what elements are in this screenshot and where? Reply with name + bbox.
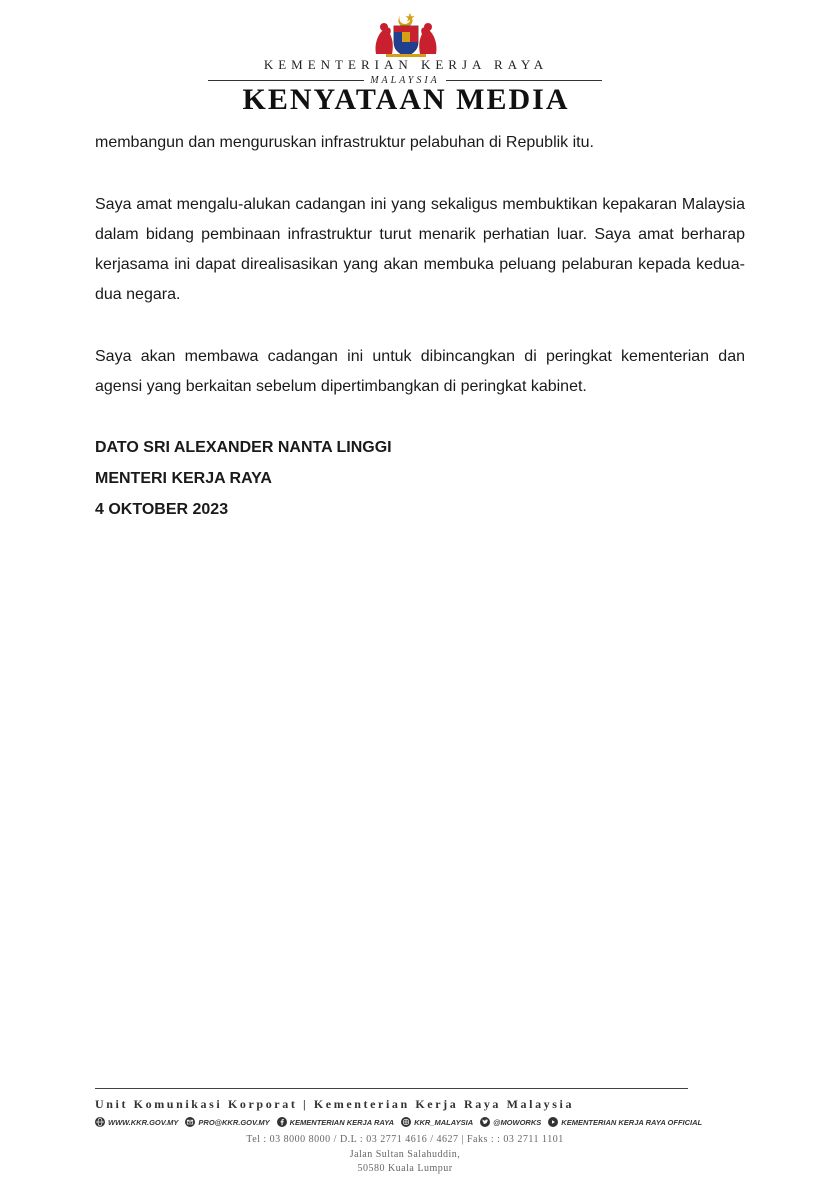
globe-icon <box>95 1117 105 1127</box>
instagram-icon <box>401 1117 411 1127</box>
social-links <box>95 1117 715 1127</box>
social-label: @MOWORKS <box>493 1117 542 1127</box>
social-website[interactable] <box>95 1117 178 1127</box>
social-label: WWW.KKR.GOV.MY <box>108 1117 179 1127</box>
ministry-name: KEMENTERIAN KERJA RAYA <box>263 57 549 72</box>
letterhead <box>0 0 836 125</box>
footer-contact: Tel : 03 8000 8000 / D.L : 03 2771 4616 / 4627 | Faks : : 03 2711 1101 <box>246 1134 564 1145</box>
social-youtube[interactable] <box>548 1117 702 1127</box>
statement-date: 4 OKTOBER 2023 <box>95 501 229 518</box>
social-label: KEMENTERIAN KERJA RAYA OFFICIAL <box>561 1117 703 1127</box>
document-title: KENYATAAN MEDIA <box>242 83 570 116</box>
youtube-icon <box>548 1117 558 1127</box>
social-label: PRO@KKR.GOV.MY <box>198 1117 270 1127</box>
paragraph: Saya akan membawa cadangan ini untuk dibincangkan di peringkat kementerian dan agensi yang berkaitan sebelum dipertimbangkan di peringkat kabinet. <box>95 348 745 395</box>
social-twitter[interactable] <box>480 1117 541 1127</box>
footer-unit-name: Unit Komunikasi Korporat | Kementerian Kerja Raya Malaysia <box>95 1097 575 1111</box>
signature-block <box>95 432 745 525</box>
social-facebook[interactable] <box>277 1117 394 1127</box>
signatory-position: MENTERI KERJA RAYA <box>95 470 272 487</box>
footer-address-line2: 50580 Kuala Lumpur <box>357 1163 453 1174</box>
signatory-name: DATO SRI ALEXANDER NANTA LINGGI <box>95 439 392 456</box>
statement-body <box>95 128 745 525</box>
twitter-icon <box>480 1117 490 1127</box>
email-icon <box>185 1117 195 1127</box>
footer-divider <box>95 1088 688 1089</box>
divider-line <box>446 80 602 81</box>
social-label: KEMENTERIAN KERJA RAYA <box>289 1117 395 1127</box>
social-email[interactable] <box>185 1117 269 1127</box>
social-label: KKR_MALAYSIA <box>414 1117 474 1127</box>
paragraph: membangun dan menguruskan infrastruktur pelabuhan di Republik itu. <box>95 134 594 151</box>
country-name: MALAYSIA <box>370 74 440 86</box>
paragraph: Saya amat mengalu-alukan cadangan ini yang sekaligus membuktikan kepakaran Malaysia dalam bidang pembinaan infrastruktur turut menarik perhatian luar. Saya amat berharap kerjasama ini dapat direalisasikan yang akan membuka peluang pelaburan kepada kedua-dua negara. <box>95 196 745 303</box>
social-instagram[interactable] <box>401 1117 473 1127</box>
facebook-icon <box>277 1117 287 1127</box>
divider-line <box>208 80 364 81</box>
footer-address-line1: Jalan Sultan Salahuddin, <box>349 1149 461 1160</box>
malaysia-coat-of-arms-icon <box>372 10 440 58</box>
